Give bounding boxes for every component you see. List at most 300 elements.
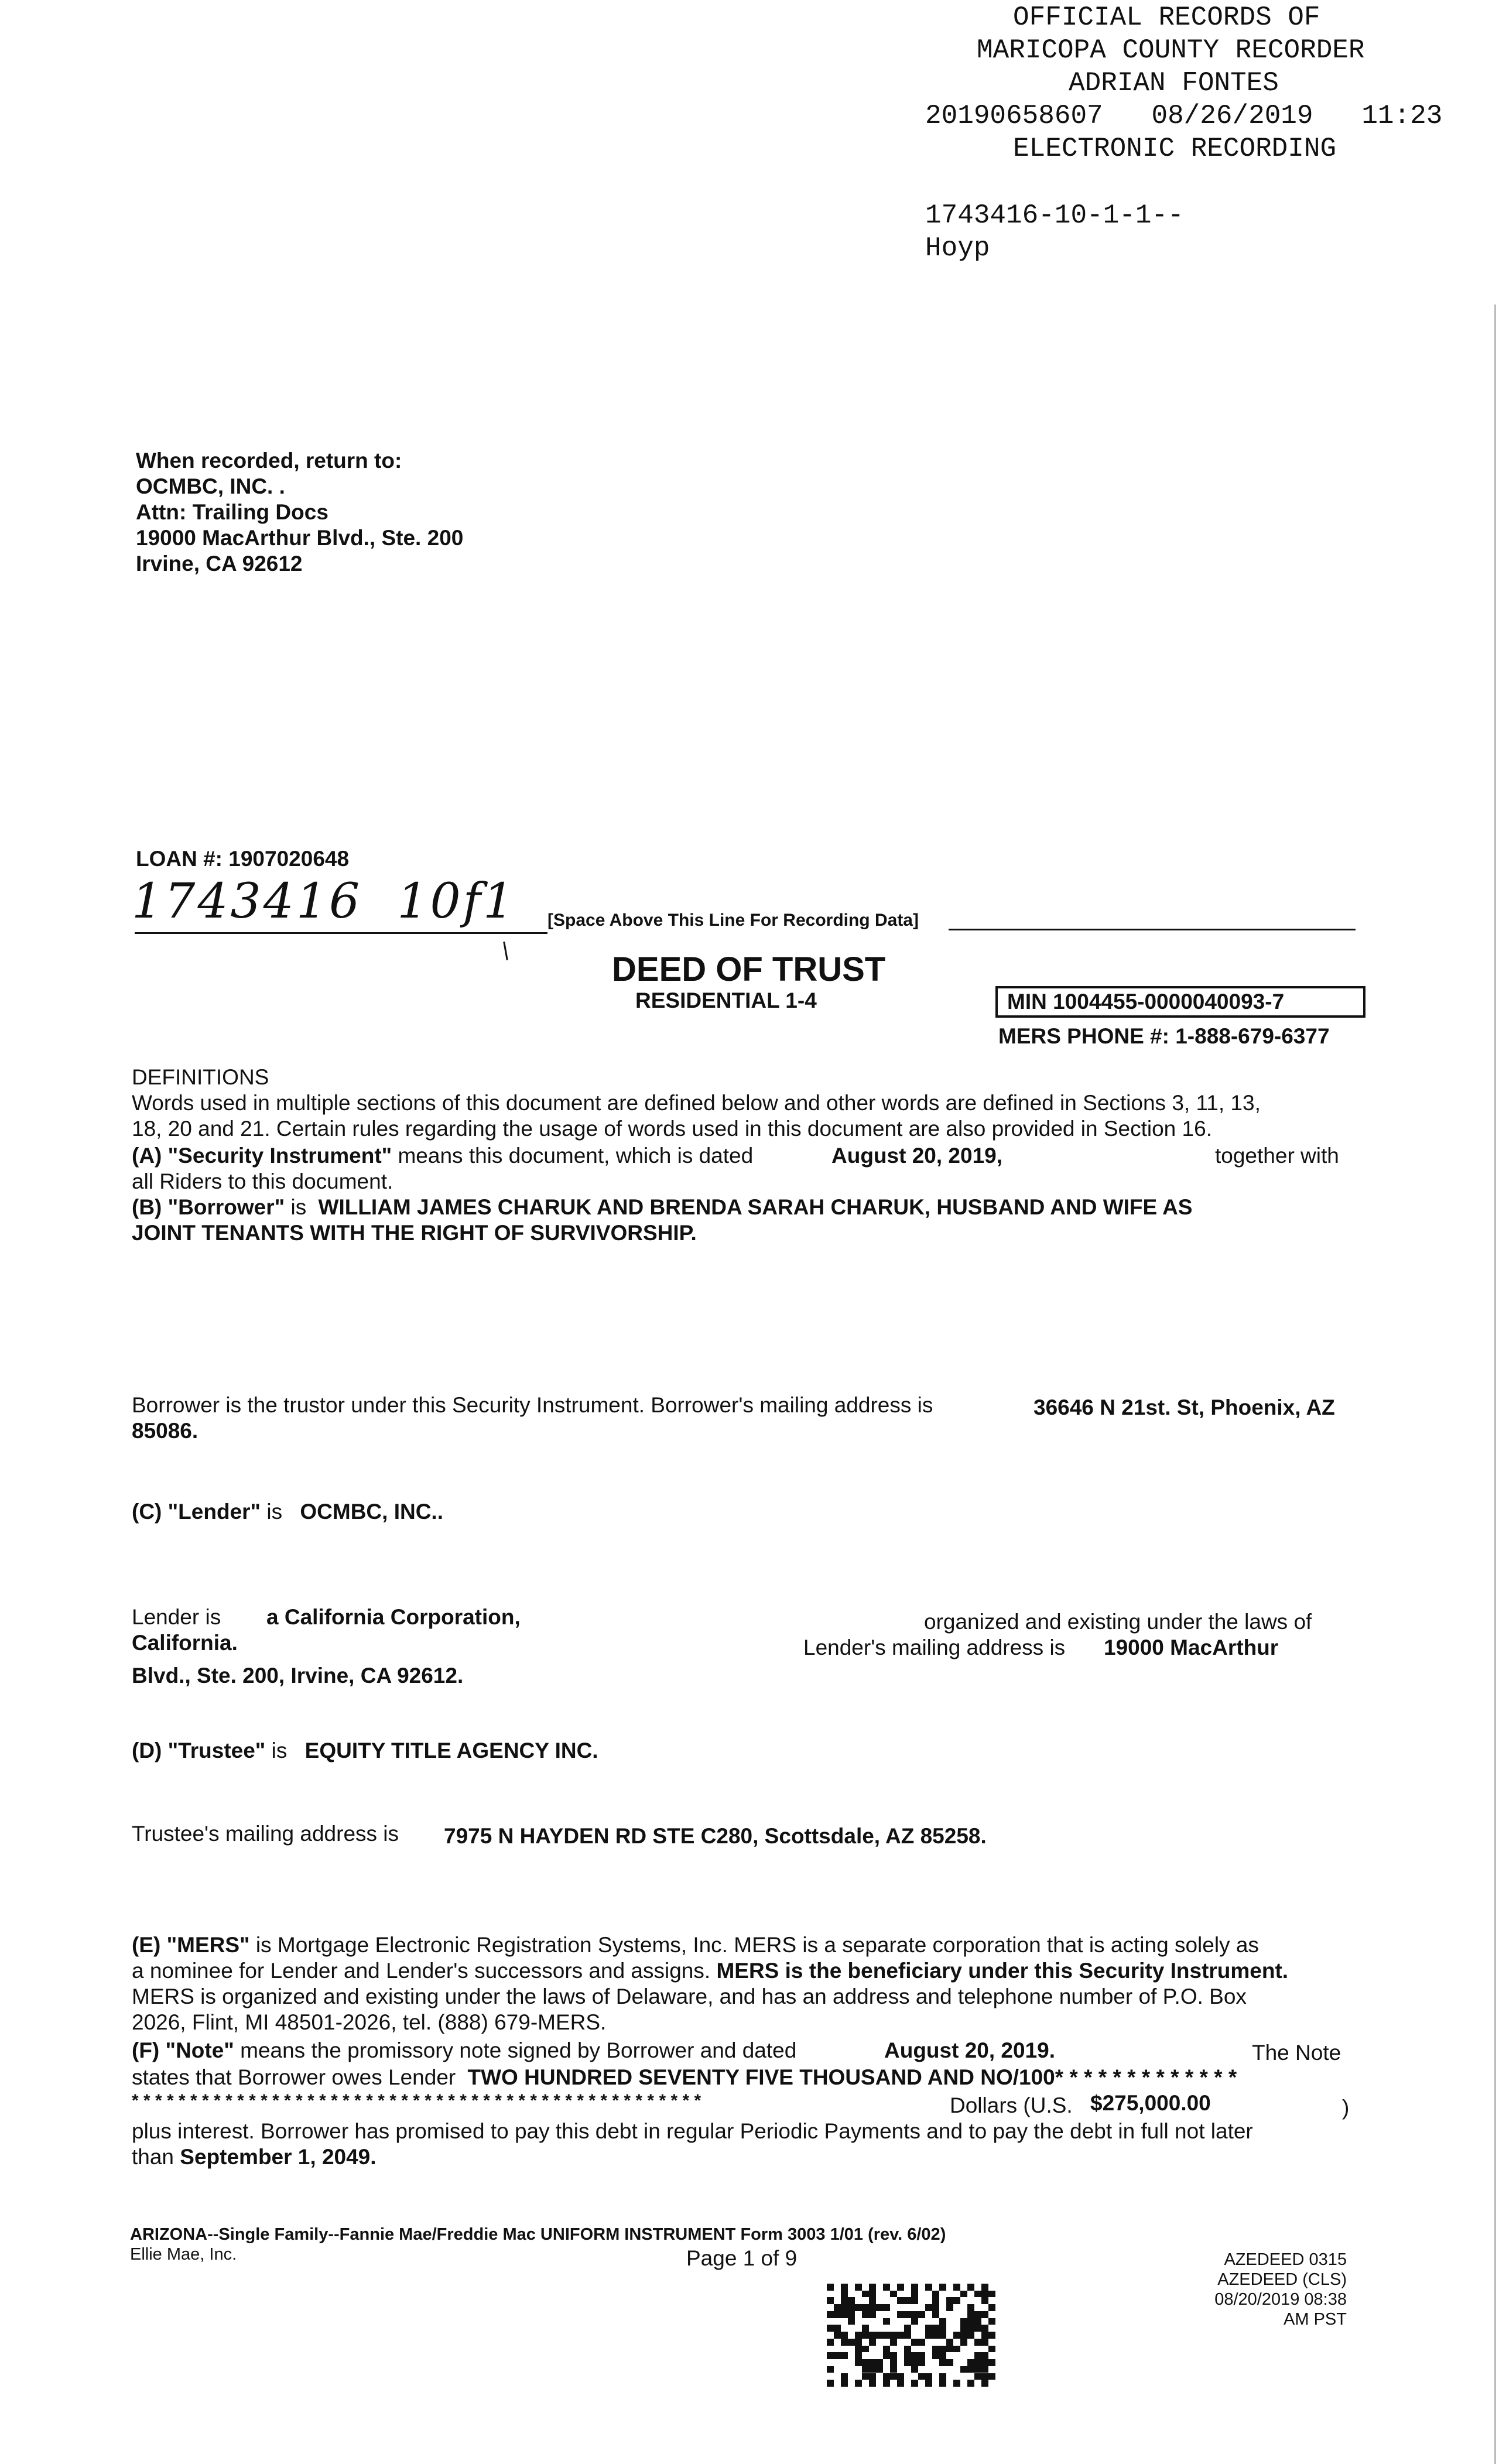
recorder-initials: Hoyp	[925, 233, 990, 263]
barcode-cell	[897, 2297, 904, 2304]
barcode-cell	[939, 2352, 946, 2359]
barcode-cell	[890, 2332, 897, 2339]
barcode-cell	[911, 2339, 918, 2346]
barcode-cell	[834, 2318, 841, 2325]
barcode-cell	[869, 2380, 876, 2387]
barcode-cell	[848, 2352, 855, 2359]
barcode-cell	[855, 2352, 862, 2359]
barcode-cell	[988, 2339, 995, 2346]
barcode-cell	[911, 2318, 918, 2325]
barcode-cell	[904, 2380, 911, 2387]
barcode-cell	[848, 2373, 855, 2380]
barcode-cell	[869, 2304, 876, 2311]
barcode-cell	[876, 2373, 883, 2380]
barcode-cell	[967, 2359, 974, 2366]
barcode-cell	[988, 2380, 995, 2387]
barcode-cell	[932, 2291, 939, 2298]
barcode-cell	[834, 2325, 841, 2332]
lender-address-2: Blvd., Ste. 200, Irvine, CA 92612.	[132, 1664, 464, 1688]
barcode-cell	[911, 2297, 918, 2304]
barcode-cell	[918, 2284, 925, 2291]
barcode-cell	[876, 2332, 883, 2339]
barcode-cell	[897, 2304, 904, 2311]
definition-e-line-1: is Mortgage Electronic Registration Systems, Inc. MERS is a separate corporation that is acting solely as	[255, 1933, 1259, 1957]
barcode-cell	[869, 2366, 876, 2373]
mers-beneficiary: MERS is the beneficiary under this Security Instrument.	[716, 1959, 1289, 1983]
barcode-cell	[890, 2311, 897, 2318]
borrower-name-line-2: JOINT TENANTS WITH THE RIGHT OF SURVIVORSHIP.	[132, 1221, 697, 1245]
barcode-cell	[967, 2318, 974, 2325]
barcode-cell	[841, 2366, 848, 2373]
barcode-cell	[876, 2297, 883, 2304]
barcode-cell	[904, 2284, 911, 2291]
barcode-cell	[869, 2284, 876, 2291]
barcode-cell	[988, 2373, 995, 2380]
barcode-cell	[911, 2304, 918, 2311]
recorder-line-2: MARICOPA COUNTY RECORDER	[977, 35, 1365, 66]
barcode-cell	[827, 2297, 834, 2304]
barcode-cell	[862, 2380, 869, 2387]
barcode-cell	[953, 2332, 960, 2339]
barcode-cell	[918, 2352, 925, 2359]
barcode-cell	[897, 2311, 904, 2318]
definition-e-label: (E) "MERS"	[132, 1933, 250, 1957]
barcode-cell	[967, 2380, 974, 2387]
definition-a-line2: all Riders to this document.	[132, 1169, 393, 1193]
definition-a	[132, 1143, 753, 1169]
barcode-cell	[876, 2291, 883, 2298]
barcode-cell	[855, 2339, 862, 2346]
definition-e-line-2a: a nominee for Lender and Lender's successors and assigns.	[132, 1959, 711, 1983]
barcode-cell	[904, 2291, 911, 2298]
note-amount-words: TWO HUNDRED SEVENTY FIVE THOUSAND AND NO/100* * * * * * * * * * * * *	[467, 2065, 1237, 2089]
definition-a-text: means this document, which is dated	[398, 1144, 754, 1168]
barcode-cell	[967, 2366, 974, 2373]
barcode-cell	[855, 2325, 862, 2332]
barcode-cell	[827, 2318, 834, 2325]
barcode-cell	[855, 2346, 862, 2353]
barcode-cell	[953, 2297, 960, 2304]
definition-b	[132, 1195, 1193, 1220]
barcode-cell	[918, 2304, 925, 2311]
page-edge-line	[1494, 304, 1496, 2464]
barcode-cell	[946, 2284, 953, 2291]
barcode-cell	[946, 2359, 953, 2366]
form-code-block	[1195, 2250, 1347, 2329]
barcode-cell	[925, 2359, 932, 2366]
barcode-cell	[967, 2346, 974, 2353]
dollars-label: Dollars (U.S.	[950, 2093, 1073, 2117]
barcode-cell	[827, 2352, 834, 2359]
barcode-cell	[876, 2359, 883, 2366]
barcode-cell	[967, 2304, 974, 2311]
barcode-cell	[988, 2359, 995, 2366]
recording-number: 20190658607 08/26/2019 11:23	[925, 101, 1443, 131]
barcode-cell	[974, 2359, 981, 2366]
barcode-cell	[953, 2359, 960, 2366]
barcode-cell	[932, 2332, 939, 2339]
barcode-cell	[848, 2332, 855, 2339]
definition-e-line-3: MERS is organized and existing under the laws of Delaware, and has an address and telephone number of P.O. Box	[132, 1984, 1247, 2008]
barcode-cell	[988, 2346, 995, 2353]
barcode-cell	[904, 2304, 911, 2311]
barcode-cell	[946, 2380, 953, 2387]
barcode-cell	[974, 2366, 981, 2373]
barcode-cell	[974, 2291, 981, 2298]
barcode-cell	[855, 2373, 862, 2380]
barcode-cell	[967, 2352, 974, 2359]
barcode-cell	[960, 2346, 967, 2353]
barcode-cell	[827, 2325, 834, 2332]
barcode-cell	[841, 2325, 848, 2332]
page-number: Page 1 of 9	[686, 2246, 798, 2270]
barcode-cell	[960, 2339, 967, 2346]
barcode-cell	[925, 2297, 932, 2304]
barcode-cell	[918, 2325, 925, 2332]
barcode-cell	[911, 2373, 918, 2380]
barcode-cell	[897, 2325, 904, 2332]
barcode-cell	[953, 2325, 960, 2332]
barcode-cell	[932, 2304, 939, 2311]
definition-d-is: is	[271, 1739, 288, 1763]
barcode-cell	[932, 2318, 939, 2325]
barcode-cell	[869, 2325, 876, 2332]
recorder-line-5: ELECTRONIC RECORDING	[1013, 134, 1337, 164]
barcode-cell	[862, 2304, 869, 2311]
barcode-cell	[946, 2366, 953, 2373]
note-amount: $275,000.00	[1090, 2091, 1211, 2115]
barcode-cell	[827, 2291, 834, 2298]
barcode-cell	[890, 2304, 897, 2311]
barcode-cell	[946, 2332, 953, 2339]
barcode-cell	[953, 2339, 960, 2346]
definition-b-label: (B) "Borrower"	[132, 1195, 285, 1219]
definition-f-line-2a: states that Borrower owes Lender	[132, 2065, 456, 2089]
definition-f	[132, 2038, 796, 2063]
barcode-cell	[883, 2380, 890, 2387]
definition-f-line-4: plus interest. Borrower has promised to pay this debt in regular Periodic Payments and to pay the debt in full not later	[132, 2119, 1253, 2143]
barcode-cell	[967, 2311, 974, 2318]
barcode-cell	[897, 2332, 904, 2339]
barcode-cell	[883, 2284, 890, 2291]
barcode-cell	[862, 2352, 869, 2359]
barcode-cell	[848, 2325, 855, 2332]
barcode-cell	[855, 2366, 862, 2373]
document-title: DEED OF TRUST	[612, 950, 886, 988]
definition-f-line-2	[132, 2065, 1237, 2090]
barcode-cell	[925, 2380, 932, 2387]
definition-b-is: is	[290, 1195, 307, 1219]
barcode-cell	[918, 2380, 925, 2387]
barcode-cell	[974, 2284, 981, 2291]
barcode-cell	[911, 2311, 918, 2318]
barcode-cell	[946, 2318, 953, 2325]
barcode-cell	[946, 2346, 953, 2353]
barcode-cell	[883, 2373, 890, 2380]
definition-c	[132, 1499, 443, 1525]
barcode-cell	[939, 2332, 946, 2339]
barcode-cell	[925, 2325, 932, 2332]
lender-address-1: 19000 MacArthur	[1104, 1635, 1279, 1659]
barcode-cell	[939, 2284, 946, 2291]
definition-f-than: than	[132, 2145, 174, 2169]
barcode-cell	[981, 2352, 988, 2359]
barcode-cell	[855, 2311, 862, 2318]
barcode-cell	[918, 2318, 925, 2325]
definition-c-is: is	[266, 1500, 283, 1524]
barcode-cell	[841, 2359, 848, 2366]
barcode-cell	[862, 2366, 869, 2373]
barcode-cell	[911, 2352, 918, 2359]
barcode-cell	[827, 2311, 834, 2318]
trustee-address: 7975 N HAYDEN RD STE C280, Scottsdale, AZ 85258.	[444, 1824, 987, 1848]
barcode-cell	[869, 2332, 876, 2339]
barcode-cell	[939, 2339, 946, 2346]
form-identifier: ARIZONA--Single Family--Fannie Mae/Freddie Mac UNIFORM INSTRUMENT Form 3003 1/01 (rev. 6/02)	[130, 2225, 946, 2244]
barcode-cell	[939, 2346, 946, 2353]
barcode-cell	[953, 2311, 960, 2318]
barcode-cell	[827, 2332, 834, 2339]
barcode-cell	[960, 2366, 967, 2373]
barcode-cell	[848, 2284, 855, 2291]
definition-a-tail: together with	[1215, 1144, 1339, 1168]
barcode-cell	[883, 2297, 890, 2304]
barcode-cell	[918, 2359, 925, 2366]
barcode-cell	[904, 2332, 911, 2339]
barcode-cell	[974, 2332, 981, 2339]
barcode-cell	[827, 2359, 834, 2366]
barcode-cell	[911, 2325, 918, 2332]
definition-e-line-2	[132, 1958, 1288, 1984]
barcode-cell	[848, 2291, 855, 2298]
definition-e-line-4: 2026, Flint, MI 48501-2026, tel. (888) 679-MERS.	[132, 2010, 607, 2034]
barcode-cell	[988, 2284, 995, 2291]
barcode-cell	[988, 2325, 995, 2332]
barcode-cell	[890, 2366, 897, 2373]
trustee-address-text: Trustee's mailing address is	[132, 1822, 399, 1846]
barcode-cell	[834, 2332, 841, 2339]
borrower-address: 36646 N 21st. St, Phoenix, AZ	[1033, 1395, 1335, 1419]
closing-paren: )	[1342, 2096, 1350, 2120]
barcode-cell	[883, 2352, 890, 2359]
barcode-cell	[862, 2325, 869, 2332]
barcode-cell	[939, 2291, 946, 2298]
barcode-cell	[925, 2346, 932, 2353]
barcode-cell	[981, 2346, 988, 2353]
barcode-cell	[953, 2352, 960, 2359]
barcode-cell	[883, 2332, 890, 2339]
barcode-cell	[876, 2311, 883, 2318]
barcode-cell	[911, 2332, 918, 2339]
barcode-cell	[841, 2380, 848, 2387]
barcode-cell	[904, 2311, 911, 2318]
barcode-cell	[981, 2318, 988, 2325]
barcode-cell	[953, 2304, 960, 2311]
barcode-cell	[960, 2311, 967, 2318]
barcode-cell	[883, 2339, 890, 2346]
barcode-cell	[974, 2373, 981, 2380]
barcode-cell	[918, 2373, 925, 2380]
document-subtitle: RESIDENTIAL 1-4	[635, 988, 817, 1012]
barcode-cell	[876, 2339, 883, 2346]
barcode-cell	[834, 2346, 841, 2353]
trustee-name: EQUITY TITLE AGENCY INC.	[304, 1739, 598, 1763]
barcode-cell	[918, 2366, 925, 2373]
barcode-cell	[862, 2332, 869, 2339]
barcode-cell	[862, 2346, 869, 2353]
barcode-cell	[904, 2373, 911, 2380]
barcode-cell	[981, 2366, 988, 2373]
barcode-cell	[869, 2311, 876, 2318]
barcode-cell	[974, 2380, 981, 2387]
barcode-cell	[946, 2297, 953, 2304]
barcode-cell	[967, 2325, 974, 2332]
form-code-2: AZEDEED (CLS)	[1217, 2270, 1347, 2289]
barcode-cell	[925, 2339, 932, 2346]
barcode-cell	[988, 2318, 995, 2325]
barcode-cell	[946, 2311, 953, 2318]
barcode-cell	[946, 2325, 953, 2332]
barcode-cell	[988, 2297, 995, 2304]
barcode-cell	[939, 2311, 946, 2318]
barcode-cell	[869, 2346, 876, 2353]
barcode-cell	[855, 2304, 862, 2311]
barcode-cell	[960, 2304, 967, 2311]
barcode-cell	[981, 2297, 988, 2304]
barcode-cell	[988, 2291, 995, 2298]
barcode-cell	[988, 2332, 995, 2339]
security-instrument-date: August 20, 2019,	[831, 1144, 1003, 1168]
barcode-cell	[981, 2325, 988, 2332]
barcode-cell	[960, 2352, 967, 2359]
barcode-cell	[841, 2339, 848, 2346]
barcode-cell	[953, 2284, 960, 2291]
barcode-cell	[827, 2346, 834, 2353]
barcode-cell	[918, 2339, 925, 2346]
definition-a-label: (A) "Security Instrument"	[132, 1144, 392, 1168]
barcode-cell	[862, 2339, 869, 2346]
barcode-cell	[911, 2359, 918, 2366]
barcode-cell	[890, 2284, 897, 2291]
barcode-cell	[890, 2325, 897, 2332]
barcode-cell	[911, 2380, 918, 2387]
barcode-cell	[862, 2318, 869, 2325]
barcode-cell	[925, 2304, 932, 2311]
barcode-cell	[841, 2318, 848, 2325]
barcode-cell	[890, 2297, 897, 2304]
barcode-cell	[974, 2352, 981, 2359]
barcode-cell	[897, 2352, 904, 2359]
mers-phone: MERS PHONE #: 1-888-679-6377	[998, 1024, 1330, 1048]
barcode-cell	[876, 2346, 883, 2353]
barcode-cell	[925, 2311, 932, 2318]
barcode-cell	[834, 2373, 841, 2380]
loan-number: LOAN #: 1907020648	[136, 847, 350, 871]
definition-d	[132, 1738, 598, 1764]
barcode-cell	[981, 2373, 988, 2380]
barcode-cell	[841, 2297, 848, 2304]
barcode-cell	[862, 2373, 869, 2380]
barcode-cell	[932, 2339, 939, 2346]
barcode-cell	[869, 2352, 876, 2359]
barcode-cell	[841, 2304, 848, 2311]
barcode-cell	[834, 2339, 841, 2346]
barcode-cell	[981, 2311, 988, 2318]
barcode-cell	[939, 2297, 946, 2304]
recorder-line-1: OFFICIAL RECORDS OF	[1013, 2, 1320, 33]
barcode-cell	[960, 2359, 967, 2366]
barcode-cell	[932, 2325, 939, 2332]
barcode-cell	[841, 2311, 848, 2318]
barcode-cell	[890, 2346, 897, 2353]
barcode-cell	[855, 2380, 862, 2387]
barcode-cell	[862, 2311, 869, 2318]
barcode-cell	[974, 2339, 981, 2346]
space-above-label: [Space Above This Line For Recording Data]	[547, 911, 919, 930]
barcode-cell	[897, 2346, 904, 2353]
barcode-cell	[827, 2304, 834, 2311]
barcode-cell	[827, 2373, 834, 2380]
borrower-zip: 85086.	[132, 1419, 199, 1443]
barcode-cell	[981, 2359, 988, 2366]
recorder-ref: 1743416-10-1-1--	[925, 200, 1184, 231]
lender-is: Lender is	[132, 1605, 221, 1629]
barcode-cell	[939, 2380, 946, 2387]
barcode-cell	[946, 2373, 953, 2380]
barcode-cell	[827, 2366, 834, 2373]
barcode-cell	[967, 2291, 974, 2298]
barcode-cell	[939, 2373, 946, 2380]
barcode-cell	[890, 2380, 897, 2387]
barcode-cell	[981, 2284, 988, 2291]
barcode-cell	[904, 2352, 911, 2359]
barcode-cell	[876, 2380, 883, 2387]
barcode-cell	[855, 2318, 862, 2325]
barcode-cell	[869, 2339, 876, 2346]
barcode-cell	[925, 2366, 932, 2373]
barcode-cell	[981, 2332, 988, 2339]
barcode-cell	[981, 2291, 988, 2298]
barcode-cell	[960, 2297, 967, 2304]
barcode-cell	[897, 2380, 904, 2387]
barcode-cell	[918, 2291, 925, 2298]
barcode-cell	[988, 2366, 995, 2373]
barcode-cell	[876, 2325, 883, 2332]
definition-f-line-5	[132, 2144, 377, 2170]
barcode-cell	[932, 2373, 939, 2380]
barcode-cell	[904, 2366, 911, 2373]
barcode-cell	[869, 2291, 876, 2298]
barcode-cell	[904, 2297, 911, 2304]
line-segment	[504, 932, 547, 934]
barcode-cell	[848, 2359, 855, 2366]
barcode-cell	[834, 2291, 841, 2298]
barcode-cell	[967, 2332, 974, 2339]
barcode-cell	[890, 2373, 897, 2380]
barcode-cell	[960, 2284, 967, 2291]
handwritten-tail-stroke	[503, 942, 508, 960]
barcode-cell	[974, 2304, 981, 2311]
barcode-cell	[946, 2291, 953, 2298]
barcode-cell	[897, 2366, 904, 2373]
barcode-cell	[897, 2291, 904, 2298]
barcode-cell	[827, 2380, 834, 2387]
barcode-cell	[848, 2304, 855, 2311]
barcode-cell	[848, 2346, 855, 2353]
lender-org: organized and existing under the laws of	[924, 1610, 1312, 1634]
barcode-cell	[890, 2352, 897, 2359]
barcode-cell	[960, 2291, 967, 2298]
